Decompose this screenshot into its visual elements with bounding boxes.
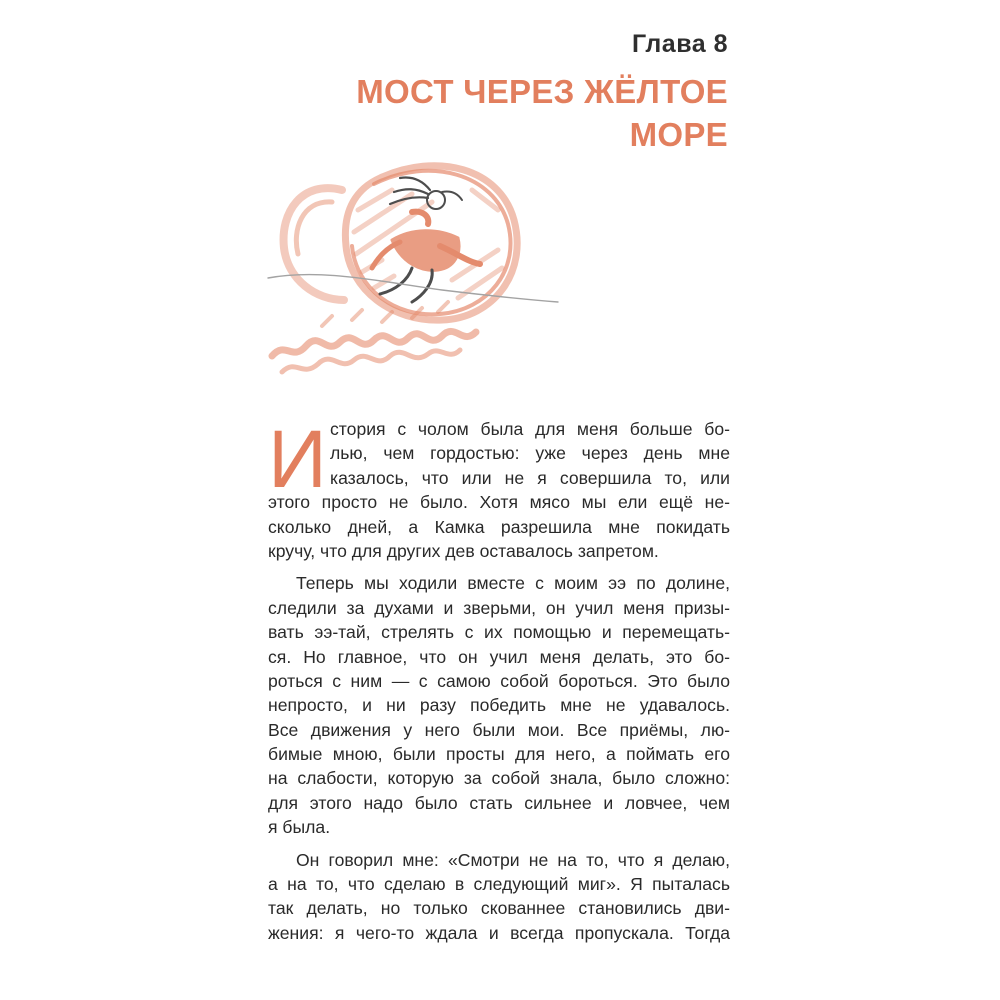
text-line: бимые мною, были просты для него, а поймать его	[268, 744, 730, 765]
text-line: Теперь мы ходили вместе с моим ээ по долине,	[296, 573, 730, 594]
text-line: так делать, но только скованнее становились дви-	[268, 898, 730, 919]
text-line: я была.	[268, 817, 331, 838]
text-line: кручу, что для других дев оставалось запретом.	[268, 540, 659, 561]
text-line: этого просто не было. Хотя мясо мы ели ещё не-	[268, 492, 730, 513]
text-line: на слабости, которую за собой знала, было сложно:	[268, 768, 730, 789]
text-line: а на то, что сделаю в следующий миг». Я пыталась	[268, 874, 730, 895]
chapter-number: Глава 8	[631, 30, 728, 58]
girl-running-in-circle-sketch-icon	[262, 150, 562, 390]
text-line: следили за духами и зверьми, он учил меня призы-	[268, 597, 730, 618]
text-line: сколько дней, а Камка разрешила мне покидать	[268, 516, 730, 537]
chapter-title-line-2: МОРЕ	[629, 116, 728, 153]
body-text	[268, 414, 730, 945]
text-line: Все движения у него были мои. Все приёмы, лю-	[268, 719, 730, 740]
text-line: для этого надо было стать сильнее и ловчее, чем	[268, 792, 730, 813]
chapter-title	[268, 70, 728, 156]
text-line: роться с ним — с самою собой бороться. Это было	[268, 670, 730, 691]
text-line: жения: я чего-то ждала и всегда пропускала. Тогда	[268, 922, 730, 943]
drop-cap: И	[268, 414, 327, 505]
text-line: вать ээ-тай, стрелять с их помощью и перемещать-	[268, 622, 730, 643]
chapter-title-line-1: МОСТ ЧЕРЕЗ ЖЁЛТОЕ	[356, 73, 728, 110]
text-line: стория с чолом была для меня больше бо-	[330, 419, 730, 439]
text-line: непросто, и ни разу победить мне не удавалось.	[268, 695, 730, 716]
text-line: лью, чем гордостью: уже через день мне	[330, 443, 730, 464]
text-line: Он говорил мне: «Смотри не на то, что я делаю,	[296, 849, 730, 870]
text-line: ся. Но главное, что он учил меня делать, это бо-	[268, 646, 730, 667]
text-line: казалось, что или не я совершила то, или	[330, 467, 730, 488]
